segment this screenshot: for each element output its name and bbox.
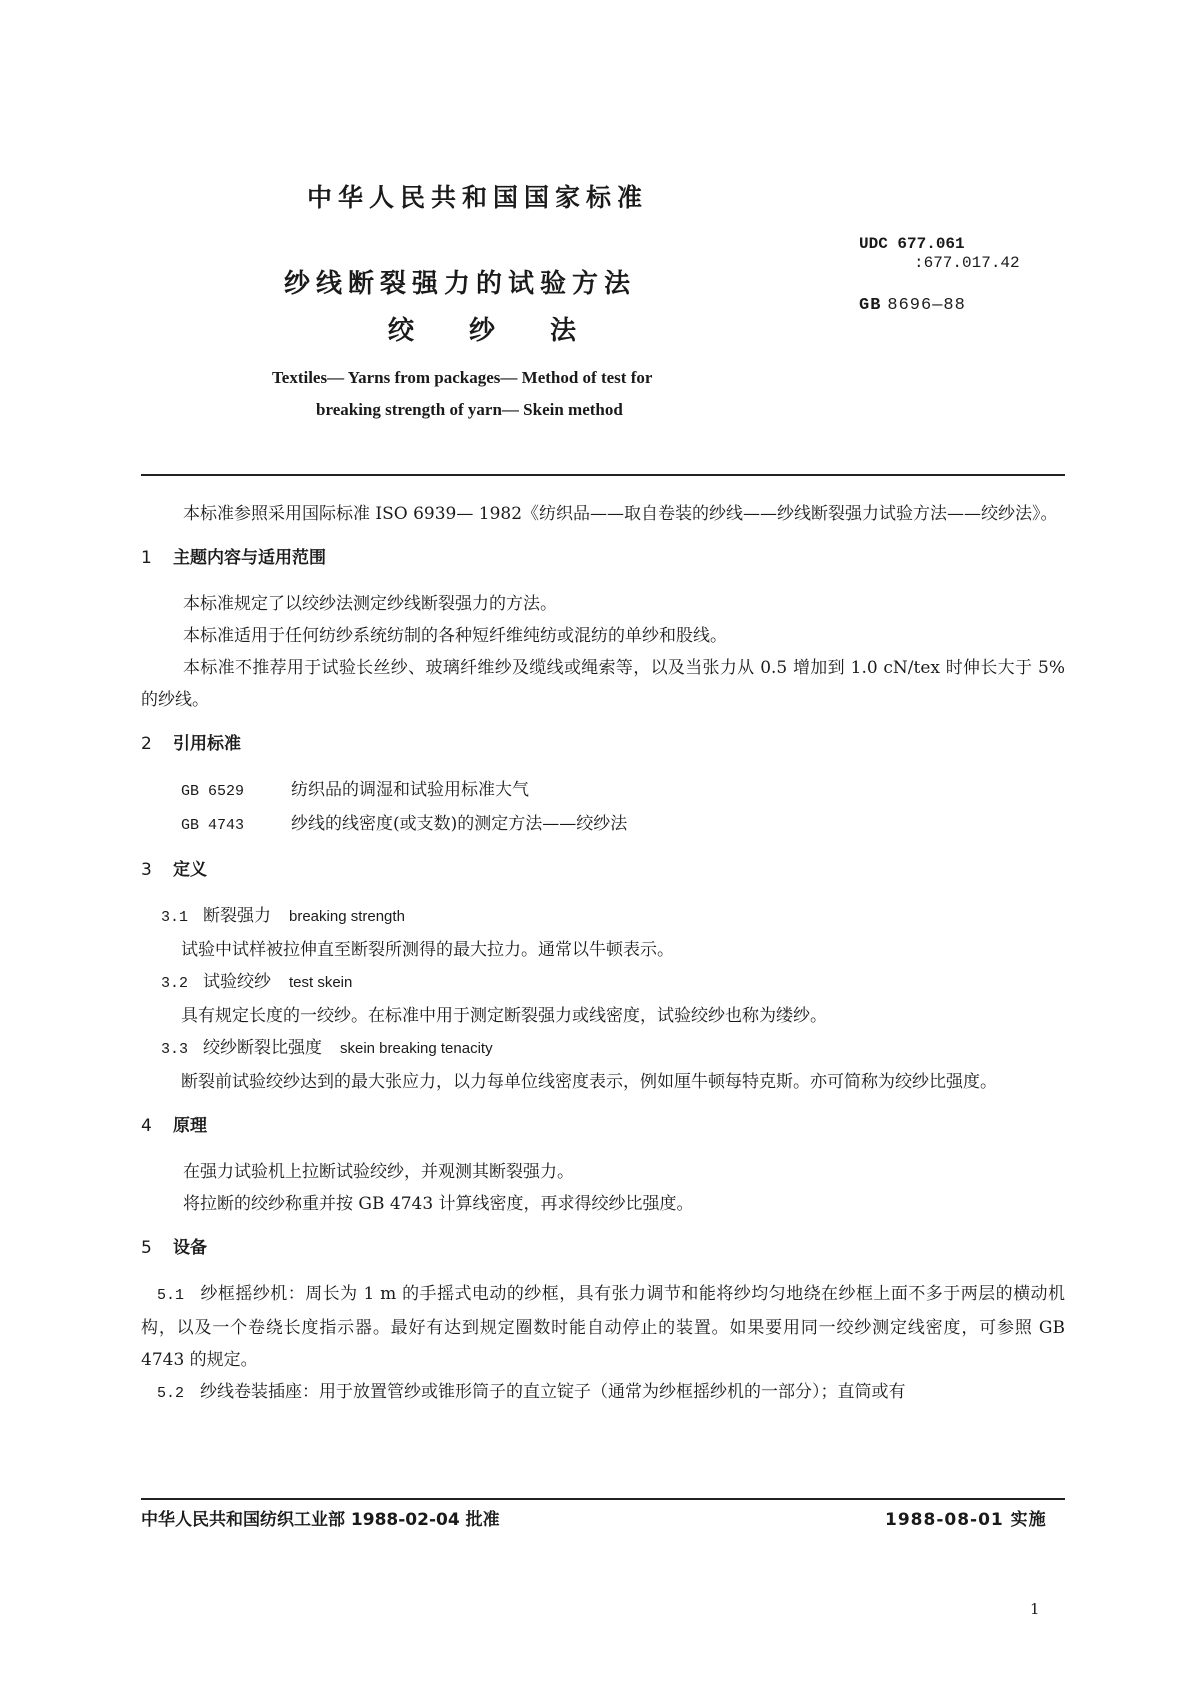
term-cn: 试验绞纱: [203, 972, 271, 992]
definition-term: [141, 966, 1065, 1000]
reference-code: GB 6529: [181, 783, 245, 800]
clause-code: 5.2: [157, 1385, 185, 1402]
gb-code: 8696—88: [887, 296, 966, 315]
section-heading: [141, 854, 1065, 886]
section-heading: [141, 1110, 1065, 1142]
reference-item: [141, 774, 1065, 808]
document-title-cn: 纱线断裂强力的试验方法: [284, 269, 637, 299]
section-number: 5: [141, 1238, 152, 1258]
clause-item: [141, 1376, 1065, 1410]
section-heading: [141, 1232, 1065, 1264]
reference-item: [141, 808, 1065, 842]
country-standard-title: 中华人民共和国国家标准: [307, 183, 649, 212]
section-title: 引用标准: [173, 734, 241, 754]
document-title-en: Textiles— Yarns from packages— Method of test for: [272, 368, 653, 387]
section-title: 原理: [173, 1116, 207, 1136]
paragraph: 将拉断的绞纱称重并按 GB 4743 计算线密度，再求得绞纱比强度。: [183, 1194, 694, 1214]
effective-date: 1988-08-01 实施: [885, 1510, 1047, 1530]
paragraph: 本标准适用于任何纺纱系统纺制的各种短纤维纯纺或混纺的单纱和股线。: [183, 626, 727, 646]
paragraph: 本标准规定了以绞纱法测定纱线断裂强力的方法。: [183, 594, 557, 614]
clause-text: 纱框摇纱机：周长为 1 m 的手摇式电动的纱框，具有张力调节和能将纱均匀地绕在纱框上面不多于两层的横动机构，以及一个卷绕长度指示器。最好有达到规定圈数时能自动停止的装置。如果要用同一绞纱测定线密度，可参照 GB 4743 的规定。: [141, 1284, 1065, 1370]
clause-text: 纱线卷装插座：用于放置管纱或锥形筒子的直立锭子（通常为纱框摇纱机的一部分）；直筒或有: [200, 1382, 906, 1402]
page-number: 1: [1030, 1600, 1040, 1618]
intro-paragraph: 本标准参照采用国际标准 ISO 6939— 1982《纺织品——取自卷装的纱线——纱线断裂强力试验方法——绞纱法》。: [183, 504, 1058, 524]
section-number: 1: [141, 548, 152, 568]
section-number: 3: [141, 860, 152, 880]
definition-text: 断裂前试验绞纱达到的最大张应力，以力每单位线密度表示，例如厘牛顿每特克斯。亦可简称为绞纱比强度。: [181, 1072, 997, 1092]
footer-divider: [141, 1498, 1065, 1500]
definition-code: 3.2: [161, 975, 189, 992]
section-title: 设备: [173, 1238, 207, 1258]
subtitle-char: 纱: [469, 316, 496, 346]
term-en: breaking strength: [289, 908, 405, 925]
definition-term: [141, 1032, 1065, 1066]
section-title: 主题内容与适用范围: [173, 548, 326, 568]
udc-line: UDC 677.061: [859, 235, 965, 253]
section-heading: [141, 542, 1065, 574]
document-subtitle-cn: [388, 310, 631, 347]
term-en: skein breaking tenacity: [340, 1040, 493, 1057]
definition-text: 具有规定长度的一绞纱。在标准中用于测定断裂强力或线密度，试验绞纱也称为缕纱。: [181, 1006, 827, 1026]
document-body: [141, 498, 1065, 1410]
reference-code: GB 4743: [181, 817, 245, 834]
document-title-en-line2: breaking strength of yarn— Skein method: [316, 400, 623, 419]
subtitle-char: 绞: [388, 316, 415, 346]
gb-prefix: GB: [859, 296, 882, 315]
udc-line: :677.017.42: [914, 254, 1020, 272]
paragraph: 在强力试验机上拉断试验绞纱，并观测其断裂强力。: [183, 1162, 574, 1182]
clause-code: 5.1: [157, 1287, 185, 1304]
definition-code: 3.3: [161, 1041, 189, 1058]
definition-text: 试验中试样被拉伸直至断裂所测得的最大拉力。通常以牛顿表示。: [181, 940, 674, 960]
gb-number: [859, 296, 966, 315]
udc-code: [859, 235, 1020, 273]
definition-code: 3.1: [161, 909, 189, 926]
section-heading: [141, 728, 1065, 760]
section-number: 4: [141, 1116, 152, 1136]
approval-statement: 中华人民共和国纺织工业部 1988-02-04 批准: [141, 1510, 500, 1530]
clause-item: [141, 1278, 1065, 1376]
term-cn: 断裂强力: [203, 906, 271, 926]
section-title: 定义: [173, 860, 207, 880]
subtitle-char: 法: [550, 316, 577, 346]
term-en: test skein: [289, 974, 353, 991]
term-cn: 绞纱断裂比强度: [203, 1038, 322, 1058]
reference-text: 纱线的线密度(或支数)的测定方法——绞纱法: [291, 814, 628, 834]
section-number: 2: [141, 734, 152, 754]
paragraph: 本标准不推荐用于试验长丝纱、玻璃纤维纱及缆线或绳索等，以及当张力从 0.5 增加到 1.0 cN/tex 时伸长大于 5%的纱线。: [141, 658, 1065, 710]
definition-term: [141, 900, 1065, 934]
reference-text: 纺织品的调湿和试验用标准大气: [291, 780, 529, 800]
header-divider: [141, 474, 1065, 476]
